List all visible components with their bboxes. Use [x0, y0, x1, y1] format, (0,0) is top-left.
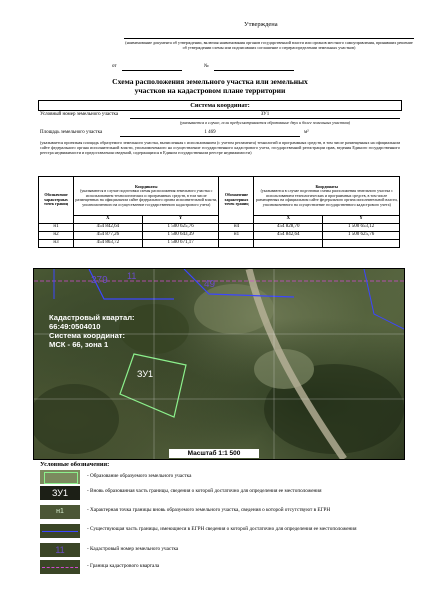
title-line-2: участков на кадастровом плане территории [134, 86, 286, 95]
map-scale: Масштаб 1:1 500 [169, 449, 259, 458]
parcel-number-value: ЗУ1 [260, 112, 270, 117]
approval-line [124, 38, 414, 39]
map-info [49, 313, 135, 349]
area-unit: м² [304, 130, 309, 135]
legend-text: - Существующая часть границы, имеющиеся в ЕГРН сведения о которой достаточно для определения ее местоположения [87, 526, 357, 532]
point-cell: н2 [39, 232, 74, 240]
col-coords-left-title: Координаты [134, 183, 158, 189]
y-cell: 1 500 625,76 [323, 232, 400, 240]
approval-caption: (наименование документа об утверждении, включая наименования органов государственной власти или органов местного самоуправления, принявших решение об утверждении схемы или подписавших соглашение о перераспределении земельных участков) [125, 40, 413, 50]
table-row [39, 232, 400, 240]
x-cell: 454 842,64 [74, 224, 143, 232]
col-coords-right [254, 177, 400, 216]
legend-swatch-label: н1 [56, 508, 64, 515]
x-cell: 454 863,72 [74, 240, 143, 248]
map-info-line3: Система координат: [49, 331, 126, 340]
x-cell [254, 240, 323, 248]
legend-text: - Вновь образованная часть границы, сведения о которой достаточно для определения ее местоположения [87, 488, 322, 494]
approval-date-line [122, 70, 182, 71]
legend-swatch-cadastral-number [40, 543, 80, 557]
approval-number-line [214, 70, 294, 71]
y-cell: 1 500 671,17 [142, 240, 219, 248]
coord-system-box [38, 100, 402, 111]
legend-item [40, 524, 410, 540]
legend-swatch-new-boundary [40, 486, 80, 500]
col-coords-right-caption: (указываются в случае подготовки схемы расположения земельного участка с использованием технологических и программных средств, в том числе размещенных на официальном сайте федерального органа исполнительной власти, уполномоченного на осуществление государственного кадастрового учета) [255, 188, 398, 207]
col-point-left: Обозначение характерных точек границ [39, 177, 74, 224]
cadastral-map [33, 268, 405, 460]
col-y-left: Y [142, 216, 219, 224]
table-row [39, 240, 400, 248]
x-cell: 454 828,70 [254, 224, 323, 232]
col-coords-left [74, 177, 219, 216]
point-cell: н1 [39, 224, 74, 232]
map-info-line2: 66:49:0504010 [49, 322, 101, 331]
parcel-number-line [130, 118, 400, 119]
approval-from: от [112, 64, 117, 69]
coord-system-header: Система координат: [190, 102, 250, 109]
vegetation-texture [34, 284, 404, 454]
approval-word: Утверждена [244, 21, 278, 28]
x-cell: 454 877,26 [74, 232, 143, 240]
parcel-label: ЗУ1 [137, 369, 154, 379]
area-label: Площадь земельного участка [40, 130, 103, 135]
map-info-line4: МСК - 66, зона 1 [49, 340, 109, 349]
col-x-left: X [74, 216, 143, 224]
y-cell [323, 240, 400, 248]
area-note: (указывается проектная площадь образуемого земельного участка, вычисленная с использованием (с учетом регламента) технологий и программных средств, в том числе размещенных на официальном сайте федерального органа исполнительной власти, уполномоченного на осуществление государственного кадастрового учета, государственной регистрации прав, ведения Единого государственного реестра недвижимости и предоставления сведений, содержащихся в Едином государственном реестре недвижимости) [40, 140, 400, 155]
legend-item [40, 486, 410, 502]
point-cell: н1 [219, 232, 254, 240]
page-title [40, 77, 380, 95]
parcel-outline [120, 354, 186, 417]
legend-swatch-existing-boundary [40, 524, 80, 538]
area-value: 1 469 [204, 130, 216, 135]
legend-text: - Кадастровый номер земельного участка [87, 546, 179, 552]
point-cell: н4 [219, 224, 254, 232]
point-cell: н3 [39, 240, 74, 248]
label-279: 279 [91, 275, 108, 286]
approval-number: № [204, 64, 209, 69]
legend-swatch-new-parcel [40, 470, 80, 484]
legend-text: - Характерная точка границы вновь образуемого земельного участка, сведения о которой отсутствуют в ЕГРН [87, 507, 331, 513]
y-cell: 1 500 643,39 [142, 232, 219, 240]
legend-title: Условные обозначения: [40, 461, 110, 468]
map-info-line1: Кадастровый квартал: [49, 313, 135, 322]
legend-text: - Граница кадастрового квартала [87, 563, 160, 569]
area-line [120, 136, 300, 137]
coordinates-table [38, 176, 400, 248]
legend-swatch-quarter-boundary [40, 560, 80, 574]
col-coords-right-title: Координаты [315, 183, 338, 189]
col-y-right: Y [323, 216, 400, 224]
legend-swatch-point [40, 505, 80, 519]
y-cell: 1 500 653,12 [323, 224, 400, 232]
title-line-1: Схема расположения земельного участка или земельных [112, 77, 308, 86]
legend-text: - Образование образуемого земельного участка [87, 473, 192, 479]
map-overlay [34, 269, 404, 459]
legend-swatch-label: ЗУ1 [51, 488, 69, 498]
y-cell: 1 500 625,76 [142, 224, 219, 232]
x-cell: 454 842,64 [254, 232, 323, 240]
legend-item [40, 505, 410, 521]
point-cell [219, 240, 254, 248]
legend-item [40, 543, 410, 557]
legend-item [40, 560, 410, 574]
parcel-number-caption: (указывается в случае, если предусматривается образование двух и более земельных участков) [179, 120, 351, 125]
col-x-right: X [254, 216, 323, 224]
col-point-right: Обозначение характерных точек границ [219, 177, 254, 224]
col-coords-left-caption: (указываются в случае подготовки схемы расположения земельного участка с использованием технологических и программных средств, в том числе размещенных на официальном сайте федерального органа исполнительной власти, уполномоченного на осуществление государственного кадастрового учета) [75, 188, 218, 207]
legend-swatch-label: 11 [55, 545, 65, 555]
table-row [39, 224, 400, 232]
label-49: 49 [204, 279, 216, 290]
label-11: 11 [127, 271, 137, 281]
legend-item [40, 470, 410, 484]
parcel-number-label: Условный номер земельного участка [40, 112, 119, 117]
